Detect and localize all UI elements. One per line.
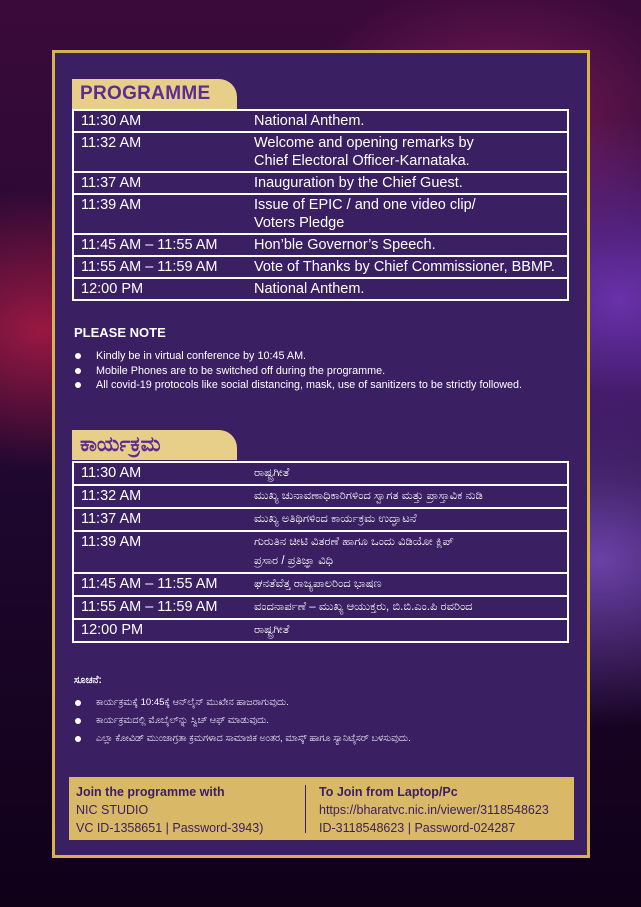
row-item: Inauguration by the Chief Guest.	[242, 172, 568, 194]
row-item: ಮುಖ್ಯ ಅತಿಥಿಗಳಿಂದ ಕಾರ್ಯಕ್ರಮ ಉದ್ಘಾಟನೆ	[242, 508, 568, 531]
row-item: ರಾಷ್ಟ್ರಗೀತೆ	[242, 619, 568, 642]
table-row	[73, 234, 568, 256]
row-item: National Anthem.	[242, 110, 568, 132]
row-time: 11:55 AM – 11:59 AM	[73, 256, 242, 278]
row-item: ಘನತೆವೆತ್ತ ರಾಜ್ಯಪಾಲರಿಂದ ಭಾಷಣ	[242, 573, 568, 596]
row-time: 11:45 AM – 11:55 AM	[73, 234, 242, 256]
table-row	[73, 619, 568, 642]
row-item-line: ಪ್ರಸಾರ / ಪ್ರತಿಜ್ಞಾ ವಿಧಿ	[254, 555, 334, 567]
row-item-line: Voters Pledge	[254, 215, 345, 231]
list-item: ಕಾರ್ಯಕ್ರಮದಲ್ಲಿ ಮೊಬೈಲ್‌ನ್ನು ಸ್ವಿಚ್ ಆಫ್ ಮಾಡುವುದು.	[74, 712, 411, 730]
table-row	[73, 110, 568, 132]
table-row	[73, 194, 568, 234]
table-row	[73, 462, 568, 485]
table-row	[73, 573, 568, 596]
table-row	[73, 531, 568, 573]
table-row	[73, 256, 568, 278]
row-item: Vote of Thanks by Chief Commissioner, BBMP.	[242, 256, 568, 278]
join-laptop-credentials: ID-3118548623 | Password-024287	[319, 821, 516, 835]
join-laptop-info	[319, 783, 549, 837]
row-time: 11:45 AM – 11:55 AM	[73, 573, 242, 596]
join-studio-credentials: VC ID-1358651 | Password-3943)	[76, 821, 264, 835]
list-item: ಎಲ್ಲಾ ಕೋವಿಡ್ ಮುಂಜಾಗ್ರತಾ ಕ್ರಮಗಳಾದ ಸಾಮಾಜಿಕ ಅಂತರ, ಮಾಸ್ಕ್ ಹಾಗೂ ಸ್ಯಾನಿಟೈಸರ್ ಬಳಸುವುದು.	[74, 730, 411, 748]
row-item-line: Issue of EPIC / and one video clip/	[254, 197, 476, 213]
row-item-line: ಗುರುತಿನ ಚೀಟಿ ವಿತರಣೆ ಹಾಗೂ ಒಂದು ವಿಡಿಯೋ ಕ್ಲಿಪ್	[254, 536, 454, 548]
row-time: 11:32 AM	[73, 485, 242, 508]
row-time: 12:00 PM	[73, 278, 242, 300]
row-item: ವಂದನಾರ್ಪಣೆ – ಮುಖ್ಯ ಆಯುಕ್ತರು, ಬಿ.ಬಿ.ಎಂ.ಪಿ ರವರಿಂದ	[242, 596, 568, 619]
table-row	[73, 132, 568, 172]
row-item	[242, 132, 568, 172]
table-row	[73, 508, 568, 531]
join-studio-heading: Join the programme with	[76, 785, 225, 799]
row-time: 12:00 PM	[73, 619, 242, 642]
row-item: National Anthem.	[242, 278, 568, 300]
suchane-list	[74, 694, 411, 748]
join-divider	[305, 785, 306, 833]
row-item: ಮುಖ್ಯ ಚುನಾವಣಾಧಿಕಾರಿಗಳಿಂದ ಸ್ವಾಗತ ಮತ್ತು ಪ್ರಾಸ್ತಾವಿಕ ನುಡಿ	[242, 485, 568, 508]
table-row	[73, 278, 568, 300]
list-item: Mobile Phones are to be switched off during the programme.	[74, 364, 522, 379]
list-item: All covid-19 protocols like social distancing, mask, use of sanitizers to be strictly followed.	[74, 378, 522, 393]
list-item: Kindly be in virtual conference by 10:45 AM.	[74, 349, 522, 364]
row-time: 11:37 AM	[73, 172, 242, 194]
row-time: 11:32 AM	[73, 132, 242, 172]
table-row	[73, 596, 568, 619]
row-item-line: Welcome and opening remarks by	[254, 135, 474, 151]
row-time: 11:39 AM	[73, 531, 242, 573]
programme-table	[72, 109, 569, 301]
row-time: 11:37 AM	[73, 508, 242, 531]
join-laptop-heading: To Join from Laptop/Pc	[319, 785, 458, 799]
please-note-list	[74, 349, 522, 393]
suchane-title: ಸೂಚನೆ:	[74, 675, 102, 686]
row-item: Hon’ble Governor’s Speech.	[242, 234, 568, 256]
join-studio-name: NIC STUDIO	[76, 803, 149, 817]
row-item	[242, 531, 568, 573]
karyakrama-table	[72, 461, 569, 643]
row-time: 11:30 AM	[73, 110, 242, 132]
join-info-box	[69, 777, 574, 840]
join-studio-info	[76, 783, 263, 837]
row-time: 11:39 AM	[73, 194, 242, 234]
row-time: 11:30 AM	[73, 462, 242, 485]
row-time: 11:55 AM – 11:59 AM	[73, 596, 242, 619]
table-row	[73, 172, 568, 194]
row-item: ರಾಷ್ಟ್ರಗೀತೆ	[242, 462, 568, 485]
please-note-title: PLEASE NOTE	[74, 325, 166, 340]
karyakrama-heading: ಕಾರ್ಯಕ್ರಮ	[72, 430, 237, 460]
table-row	[73, 485, 568, 508]
list-item: ಕಾರ್ಯಕ್ರಮಕ್ಕೆ 10:45ಕ್ಕೆ ಆನ್‌ಲೈನ್ ಮುಖೇನ ಹಾಜರಾಗುವುದು.	[74, 694, 411, 712]
join-laptop-link[interactable]: https://bharatvc.nic.in/viewer/3118548623	[319, 803, 549, 817]
row-item-line: Chief Electoral Officer-Karnataka.	[254, 153, 470, 169]
row-item	[242, 194, 568, 234]
programme-heading: PROGRAMME	[72, 79, 237, 109]
